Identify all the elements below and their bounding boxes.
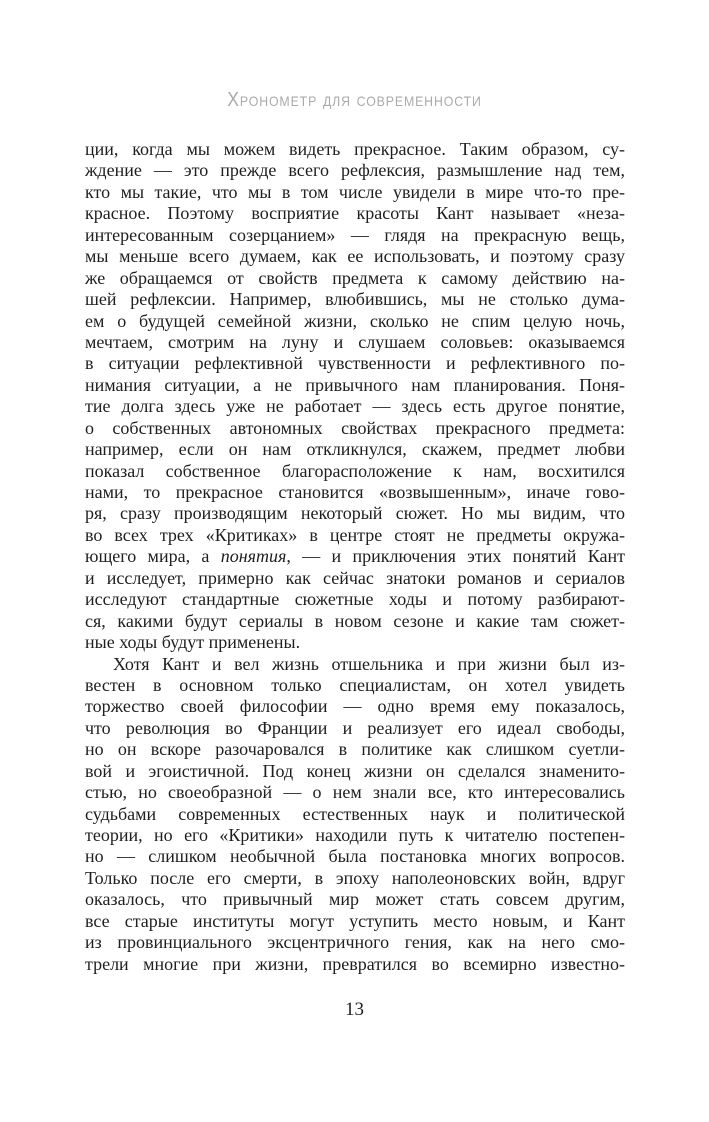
text-line: мы меньше всего думаем, как ее использовать, и поэтому сразу: [85, 246, 625, 267]
text-line: ря, сразу производящим некоторый сюжет. Но мы видим, что: [85, 503, 625, 524]
text-line: все старые институты могут уступить место новым, и Кант: [85, 910, 625, 931]
text-line: вестен в основном только специалистам, он хотел увидеть: [85, 674, 625, 695]
text-line: но он вскоре разочаровался в политике как слишком суетли-: [85, 739, 625, 760]
text-line: ные ходы будут применены.: [85, 632, 301, 653]
text-line: ющего мира, а понятия, — и приключения этих понятий Кант: [85, 546, 625, 567]
text-line: трели многие при жизни, превратился во всемирно известно-: [85, 953, 625, 974]
text-line: тие долга здесь уже не работает — здесь есть другое понятие,: [85, 396, 625, 417]
text-line: ся, какими будут сериалы в новом сезоне и какие там сюжет-: [85, 610, 625, 631]
page-number: 13: [345, 999, 364, 1020]
text-line: теории, но его «Критики» находили путь к читателю постепен-: [85, 825, 625, 845]
text-line: стью, но своеобразной — о нем знали все, кто интересовались: [85, 782, 625, 803]
text-line: нами, то прекрасное становится «возвышенным», иначе гово-: [85, 482, 625, 502]
text-line: интересованным созерцанием» — глядя на прекрасную вещь,: [85, 224, 625, 245]
page-text: [85, 139, 625, 975]
running-header: Хронометр для современности: [227, 89, 482, 111]
text-line: показал собственное благорасположение к нам, восхитился: [85, 460, 625, 481]
text-line: ждение — это прежде всего рефлексия, размышление над тем,: [85, 160, 625, 181]
text-line: о собственных автономных свойствах прекрасного предмета:: [85, 417, 625, 438]
text-line: нимания ситуации, а не привычного нам планирования. Поня-: [85, 374, 625, 395]
text-line: из провинциального эксцентричного гения, как на него смо-: [85, 932, 625, 953]
text-line: ем о будущей семейной жизни, сколько не спим целую ночь,: [85, 310, 625, 331]
text-line: мечтаем, смотрим на луну и слушаем соловьев: оказываемся: [85, 331, 625, 352]
text-line: в ситуации рефлективной чувственности и рефлективного по-: [85, 353, 625, 374]
text-line: оказалось, что привычный мир может стать совсем другим,: [85, 889, 625, 910]
paragraph: [85, 139, 625, 654]
text-line: Хотя Кант и вел жизнь отшельника и при жизни был из-: [113, 653, 625, 674]
text-line: что революция во Франции и реализует его идеал свободы,: [85, 717, 625, 738]
text-line: ции, когда мы можем видеть прекрасное. Таким образом, су-: [85, 139, 625, 159]
text-line: же обращаемся от свойств предмета к самому действию на-: [85, 267, 625, 288]
text-line: Только после его смерти, в эпоху наполеоновских войн, вдруг: [85, 867, 625, 888]
text-line: кто мы такие, что мы в том числе увидели в мире что-то пре-: [85, 181, 625, 202]
paragraph: [85, 654, 625, 976]
text-line: исследуют стандартные сюжетные ходы и потому разбирают-: [85, 589, 625, 610]
text-line: торжество своей философии — одно время ему показалось,: [85, 696, 625, 717]
text-line: красное. Поэтому восприятие красоты Кант называет «неза-: [85, 203, 625, 224]
text-line: но — слишком необычной была постановка многих вопросов.: [85, 846, 625, 867]
text-line: во всех трех «Критиках» в центре стоят не предметы окружа-: [85, 524, 625, 545]
text-line: вой и эгоистичной. Под конец жизни он сделался знаменито-: [85, 760, 625, 781]
text-line: например, если он нам откликнулся, скажем, предмет любви: [85, 439, 625, 460]
text-line: судьбами современных естественных наук и политической: [85, 803, 625, 824]
text-line: шей рефлексии. Например, влюбившись, мы не столько дума-: [85, 289, 625, 310]
text-line: и исследует, примерно как сейчас знатоки романов и сериалов: [85, 567, 625, 588]
